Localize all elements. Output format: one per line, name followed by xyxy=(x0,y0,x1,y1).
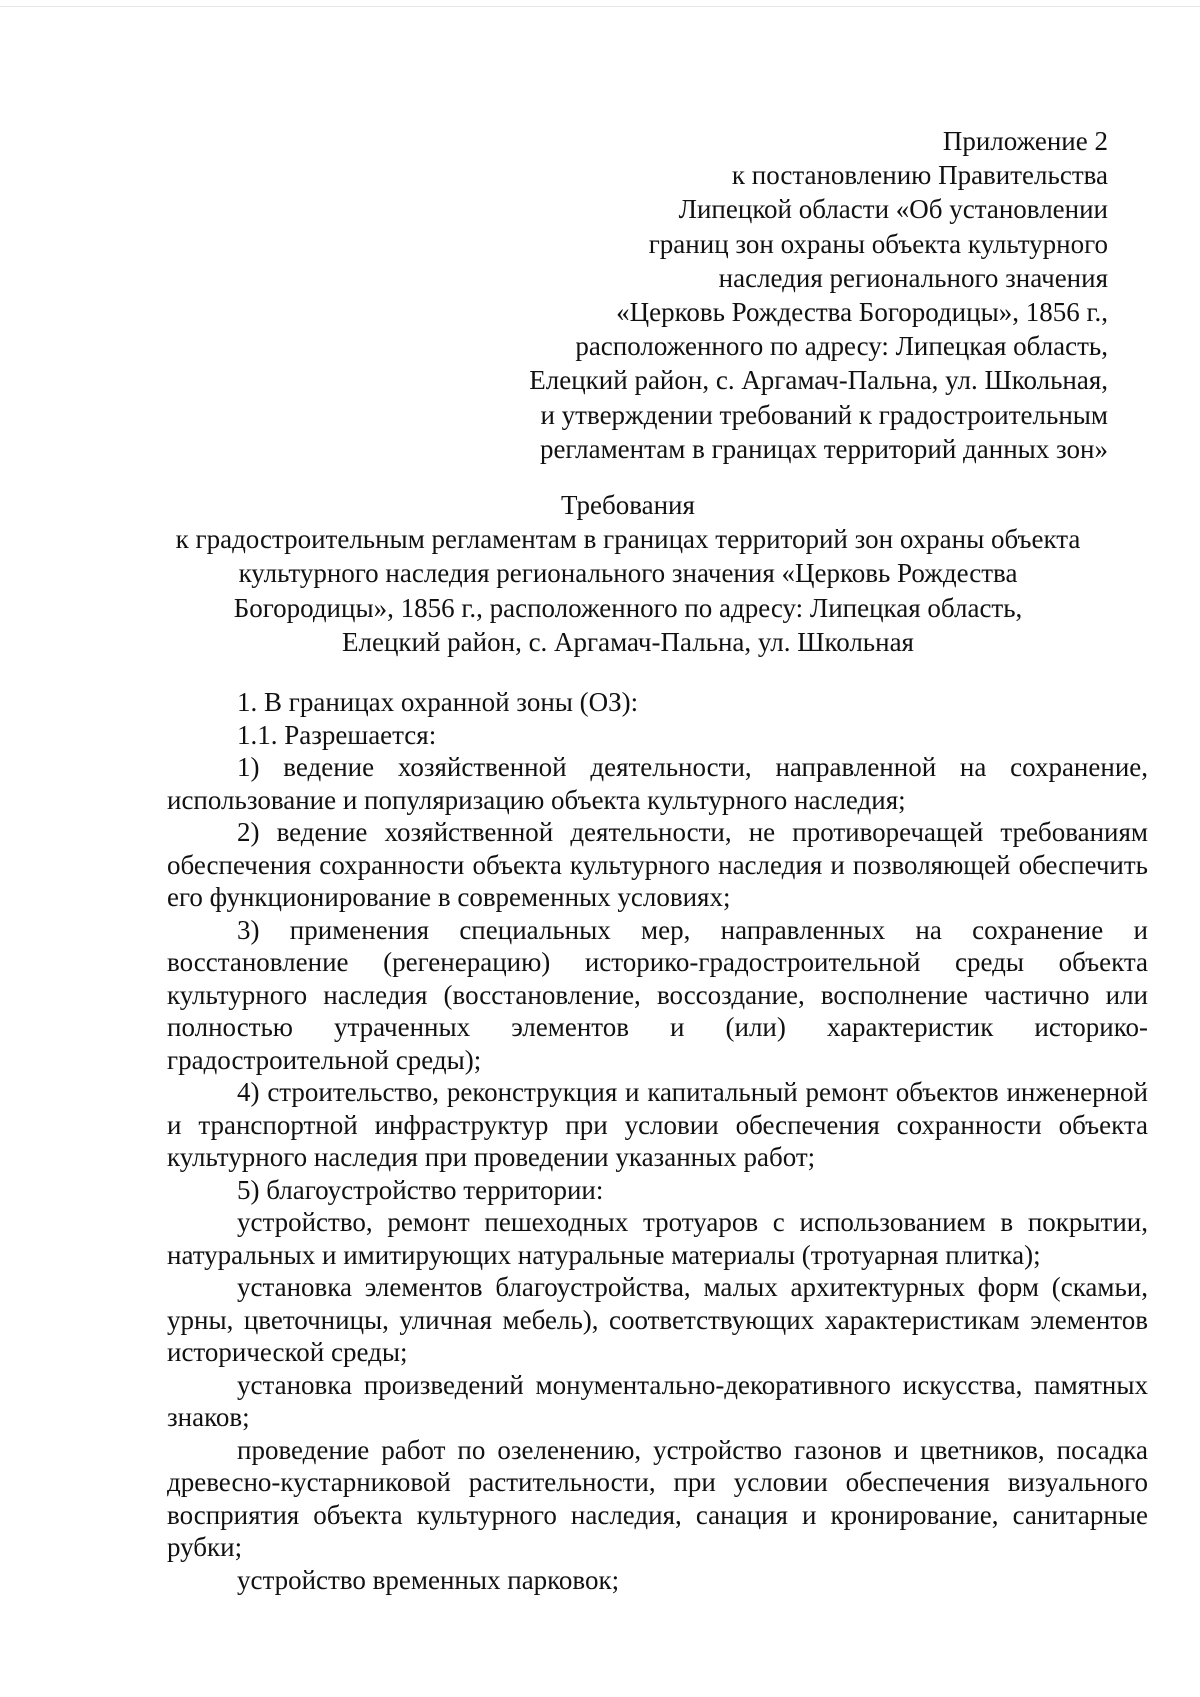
sub-list-item: устройство временных парковок; xyxy=(237,1564,620,1595)
appendix-header-line: «Церковь Рождества Богородицы», 1856 г., xyxy=(616,297,1108,328)
list-item: 5) благоустройство территории: xyxy=(237,1174,604,1205)
appendix-header-line: регламентам в границах территорий данных зон» xyxy=(539,433,1108,464)
list-item: 1) ведение хозяйственной деятельности, направленной на сохранение, использование и популяризацию объекта культурного наследия; xyxy=(167,752,1148,815)
title-line: Елецкий район, с. Аргамач-Пальна, ул. Школьная xyxy=(342,626,914,657)
appendix-header-line: Липецкой области «Об установлении xyxy=(678,194,1108,225)
appendix-header-line: к постановлению Правительства xyxy=(731,160,1108,191)
sub-list-item: установка произведений монументально-декоративного искусства, памятных знаков; xyxy=(167,1369,1148,1432)
sub-list-item: устройство, ремонт пешеходных тротуаров с использованием в покрытии, натуральных и имитирующих натуральные материалы (тротуарная плитка); xyxy=(167,1207,1148,1270)
list-item: 2) ведение хозяйственной деятельности, не противоречащей требованиям обеспечения сохранности объекта культурного наследия и позволяющей обеспечить его функционирование в современных условиях; xyxy=(167,817,1148,912)
subsection-heading: 1.1. Разрешается: xyxy=(237,719,437,750)
title-line: Богородицы», 1856 г., расположенного по адресу: Липецкая область, xyxy=(233,592,1023,623)
appendix-header-line: и утверждении требований к градостроительным xyxy=(540,399,1108,430)
title-line: к градостроительным регламентам в границах территорий зон охраны объекта xyxy=(175,524,1081,555)
title-line: культурного наследия регионального значения «Церковь Рождества xyxy=(238,558,1018,589)
section-heading: 1. В границах охранной зоны (ОЗ): xyxy=(237,687,639,717)
appendix-header-line: границ зон охраны объекта культурного xyxy=(648,228,1108,259)
list-item: 3) применения специальных мер, направленных на сохранение и восстановление (регенерацию) историко-градостроительной среды объекта культурного наследия (восстановление, воссоздание, восполнение частично или полностью утраченных элементов и (или) характеристик историко-градостроительной среды); xyxy=(167,914,1148,1075)
sub-list-item: проведение работ по озеленению, устройство газонов и цветников, посадка древесно-кустарниковой растительности, при условии обеспечения визуального восприятия объекта культурного наследия, санация и кронирование, санитарные рубки; xyxy=(167,1434,1148,1562)
appendix-header-line: расположенного по адресу: Липецкая область, xyxy=(575,331,1108,362)
appendix-header-line: наследия регионального значения xyxy=(718,262,1108,293)
list-item: 4) строительство, реконструкция и капитальный ремонт объектов инженерной и транспортной инфраструктур при условии обеспечения сохранности объекта культурного наследия при проведении указанных работ; xyxy=(167,1077,1148,1172)
sub-list-item: установка элементов благоустройства, малых архитектурных форм (скамьи, урны, цветочницы, уличная мебель), соответствующих характеристикам элементов исторической среды; xyxy=(167,1272,1148,1367)
title-heading: Требования xyxy=(561,490,695,520)
appendix-header-line: Приложение 2 xyxy=(942,126,1108,156)
appendix-header xyxy=(368,124,1108,466)
document-body xyxy=(167,686,1148,1596)
scan-edge-line xyxy=(0,6,1200,7)
appendix-header-line: Елецкий район, с. Аргамач-Пальна, ул. Школьная, xyxy=(529,365,1108,396)
document-title xyxy=(140,488,1116,659)
